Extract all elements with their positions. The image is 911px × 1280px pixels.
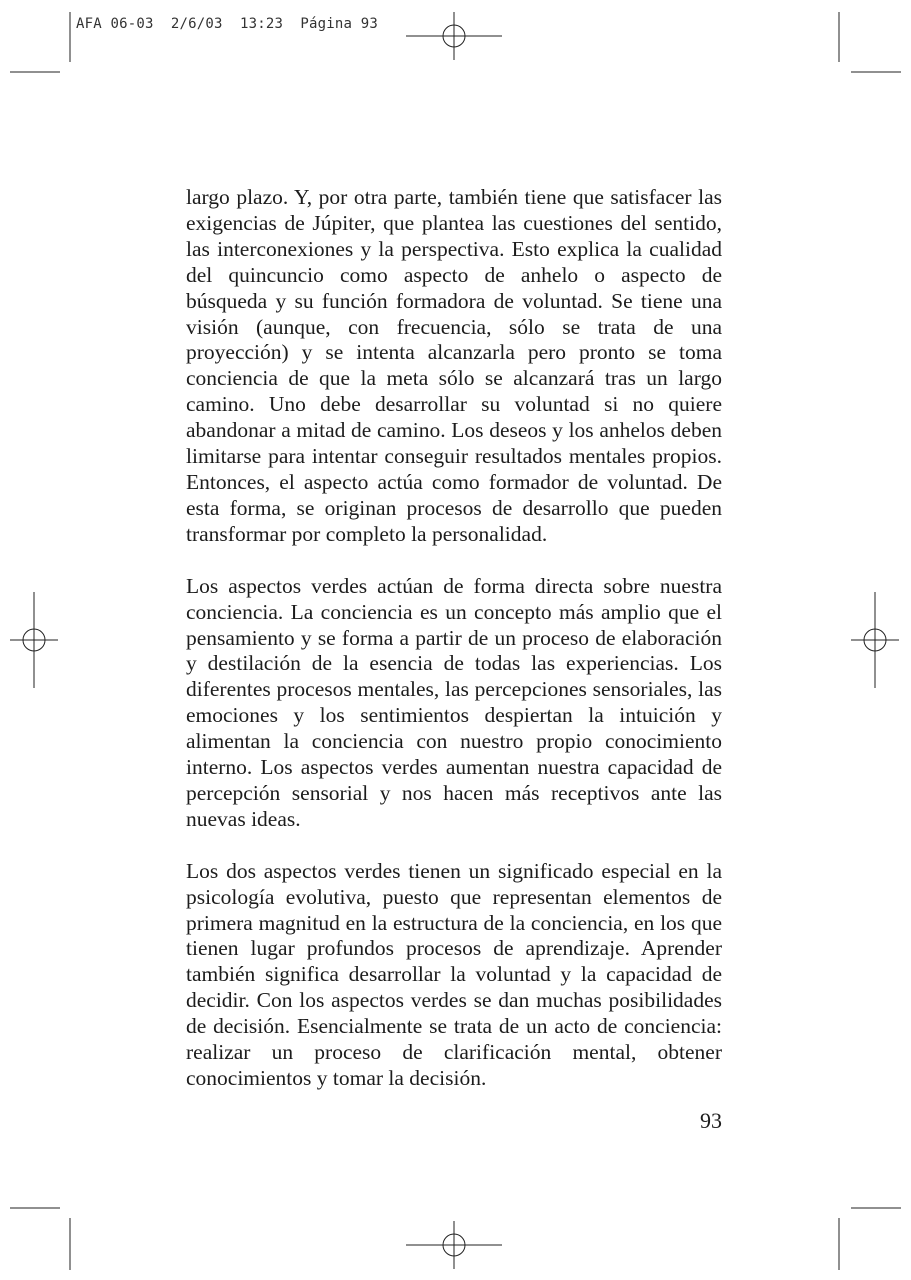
paragraph-2: Los aspectos verdes actúan de forma directa sobre nuestra conciencia. La conciencia es un concepto más amplio que el pensamiento y se forma a partir de un proceso de elaboración y destilación de la esencia de todas las experiencias. Los diferentes procesos mentales, las percepciones sensoriales, las emociones y los sentimientos despiertan la intuición y alimentan la conciencia con nuestro propio conocimiento interno. Los aspectos verdes aumentan nuestra capacidad de percepción sensorial y nos hacen más receptivos ante las nuevas ideas. bbox=[186, 573, 722, 831]
paragraph-3: Los dos aspectos verdes tienen un significado especial en la psicología evolutiva, puesto que representan elementos de primera magnitud en la estructura de la conciencia, en los que tienen lugar profundos procesos de aprendizaje. Aprender también significa desarrollar la voluntad y la capacidad de decidir. Con los aspectos verdes se dan muchas posibilidades de decisión. Esencialmente se trata de un acto de conciencia: realizar un proceso de clarificación mental, obtener conocimientos y tomar la decisión. bbox=[186, 858, 722, 1090]
body-text bbox=[186, 185, 722, 1118]
registration-mark-left bbox=[10, 592, 58, 688]
paragraph-1: largo plazo. Y, por otra parte, también tiene que satisfacer las exigencias de Júpiter, que plantea las cuestiones del sentido, las interconexiones y la perspectiva. Esto explica la cualidad del quincuncio como aspecto de anhelo o aspecto de búsqueda y su función formadora de voluntad. Se tiene una visión (aunque, con frecuencia, sólo se trata de una proyección) y se intenta alcanzarla pero pronto se toma conciencia de que la meta sólo se alcanzará tras un largo camino. Uno debe desarrollar su voluntad si no quiere abandonar a mitad de camino. Los deseos y los anhelos deben limitarse para intentar conseguir resultados mentales propios. Entonces, el aspecto actúa como formador de voluntad. De esta forma, se originan procesos de desarrollo que pueden transformar por completo la personalidad. bbox=[186, 185, 722, 546]
registration-mark-right bbox=[851, 592, 899, 688]
registration-mark-bottom bbox=[406, 1221, 502, 1269]
page-number: 93 bbox=[700, 1108, 722, 1133]
registration-mark-top bbox=[406, 12, 502, 60]
print-slug-line: AFA 06-03 2/6/03 13:23 Página 93 bbox=[76, 16, 379, 32]
